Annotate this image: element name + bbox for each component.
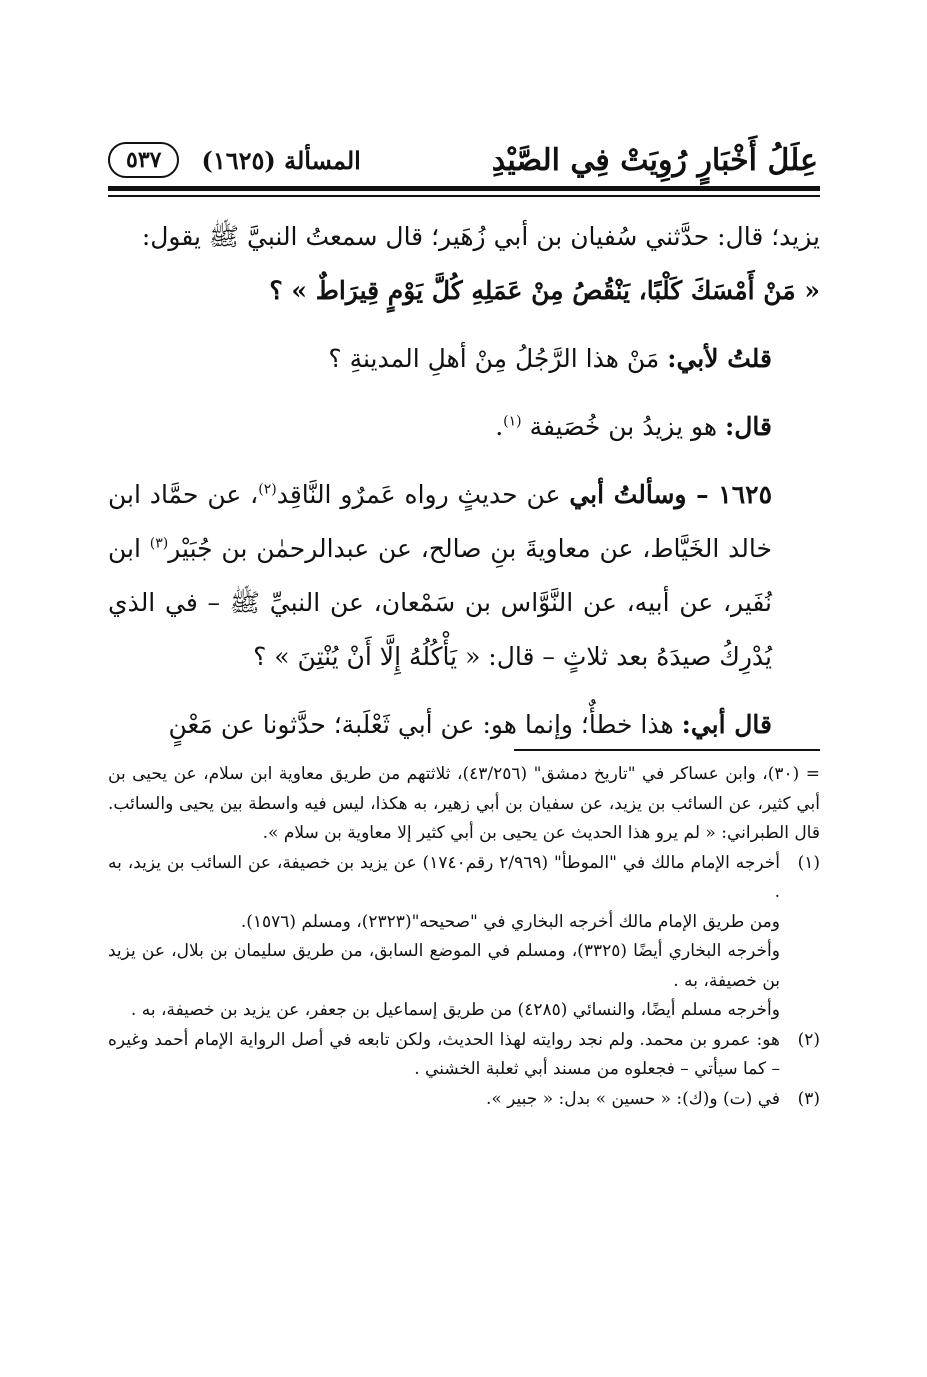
text-line: يزيد؛ قال: حدَّثني سُفيان بن أبي زُهَير؛ قال سمعتُ النبيَّ ﷺ يقول: xyxy=(141,222,820,251)
answer-label: قال: xyxy=(725,412,772,441)
footnote-text: ومن طريق الإمام مالك أخرجه البخاري في "صحيحه"(٢٣٢٣)، ومسلم (١٥٧٦). xyxy=(240,911,780,932)
entry-text-continued: ، عن حمَّاد ابن خالد الخَيَّاط، عن معاويةَ بنِ صالح، عن عبدالرحمٰن بن جُبَيْر xyxy=(108,480,772,563)
footnote-ref[interactable]: (٢) xyxy=(258,481,277,498)
footnote-text: وأخرجه مسلم أيضًا، والنسائي (٤٢٨٥) من طريق إسماعيل بن جعفر، عن يزيد بن خصيفة، به . xyxy=(130,1000,780,1020)
footnote-ref[interactable]: (٣) xyxy=(149,535,169,552)
footnote-separator xyxy=(514,749,820,751)
footnote-number: (١) xyxy=(797,852,820,873)
answer-paragraph xyxy=(108,400,820,454)
footnote-body xyxy=(108,1026,780,1085)
question-label: قلتُ لأبي: xyxy=(667,344,772,373)
entry-label: وسألتُ أبي xyxy=(569,480,697,509)
footnote-continuation: = (٣٠)، وابن عساكر في "تاريخ دمشق" (٤٣/٢٥٦)، ثلاثتهم من طريق معاوية ابن سلام، عن يحيى بن أبي كثير، عن السائب بن يزيد، عن سفيان بن أبي زهير، به هكذا، ليس فيه واسطة بين يحيى والسائب. قال الطبراني: « لم يرو هذا الحديث عن يحيى بن أبي كثير إلا معاوية بن سلام ». xyxy=(108,764,820,843)
reply-label: قال أبي: xyxy=(681,710,772,739)
entry-number: ١٦٢٥ – xyxy=(696,480,772,509)
answer-text: هو يزيدُ بن خُصَيفة xyxy=(529,412,726,441)
spacer xyxy=(108,386,820,400)
issue-label: المسألة (١٦٢٥) xyxy=(201,145,361,175)
reply-paragraph xyxy=(108,698,820,752)
entry-paragraph xyxy=(108,468,820,684)
header-meta xyxy=(108,142,361,178)
footnote-body xyxy=(108,1085,780,1115)
footnote-ref[interactable]: (١) xyxy=(503,413,522,430)
footnote-text: في (ت) و(ك): « حسين » بدل: « جبير ». xyxy=(485,1088,780,1109)
reply-text: هذا خطأٌ؛ وإنما هو: عن أبي ثَعْلَبة؛ حدَّثونا عن مَعْنٍ xyxy=(168,710,682,739)
book-title: عِلَلُ أَخْبَارٍ رُوِيَتْ فِي الصَّيْدِ xyxy=(491,142,818,178)
footnote-number: (٣) xyxy=(797,1088,820,1109)
spacer xyxy=(108,684,820,698)
entry-text-end: ابن نُفَير، عن أبيه، عن النَّوَّاس بن سَمْعان، عن النبيِّ ﷺ – في الذي يُدْرِكُ صيدَهُ بعد ثلاثٍ – قال: « يَأْكُلُهُ إِلَّا أَنْ يُنْتِنَ » ؟ xyxy=(108,534,772,671)
footnote-body xyxy=(108,849,780,1026)
footnote-2 xyxy=(108,1026,820,1085)
main-text xyxy=(108,210,820,752)
footnote-text: هو: عمرو بن محمد. ولم نجد روايته لهذا الحديث، ولكن تابعه في أصل الرواية الإمام أحمد وغيره – كما سيأتي – فجعلوه من مسند أبي ثعلبة الخشني . xyxy=(108,1029,780,1079)
spacer xyxy=(108,318,820,332)
hadith-quote: « مَنْ أَمْسَكَ كَلْبًا، يَنْقُصُ مِنْ عَمَلِهِ كُلَّ يَوْمٍ قِيرَاطٌ » ؟ xyxy=(269,276,820,305)
header-rule-thin xyxy=(108,195,820,197)
entry-text: عن حديثٍ رواه عَمرٌو النَّاقِد xyxy=(276,480,570,509)
footnote-text: وأخرجه البخاري أيضًا (٣٣٢٥)، ومسلم في الموضع السابق، من طريق سليمان بن بلال، عن يزيد بن خصيفة، به . xyxy=(108,941,780,991)
page-number: ٥٣٧ xyxy=(108,142,179,178)
header-rule-thick xyxy=(108,186,820,191)
spacer xyxy=(108,454,820,468)
question-paragraph xyxy=(108,332,820,386)
footnote-1 xyxy=(108,849,820,1026)
footnotes xyxy=(108,760,820,1114)
footnote-number: (٢) xyxy=(797,1029,820,1050)
footnote-3 xyxy=(108,1085,820,1115)
answer-end: . xyxy=(495,412,504,441)
footnote-text: أخرجه الإمام مالك في "الموطأ" (٢/٩٦٩ رقم١٧٤٠) عن يزيد بن خصيفة، عن السائب بن يزيد، به . xyxy=(108,852,780,902)
running-header xyxy=(108,136,818,184)
question-text: مَنْ هذا الرَّجُلُ مِنْ أهلِ المدينةِ ؟ xyxy=(328,344,668,373)
